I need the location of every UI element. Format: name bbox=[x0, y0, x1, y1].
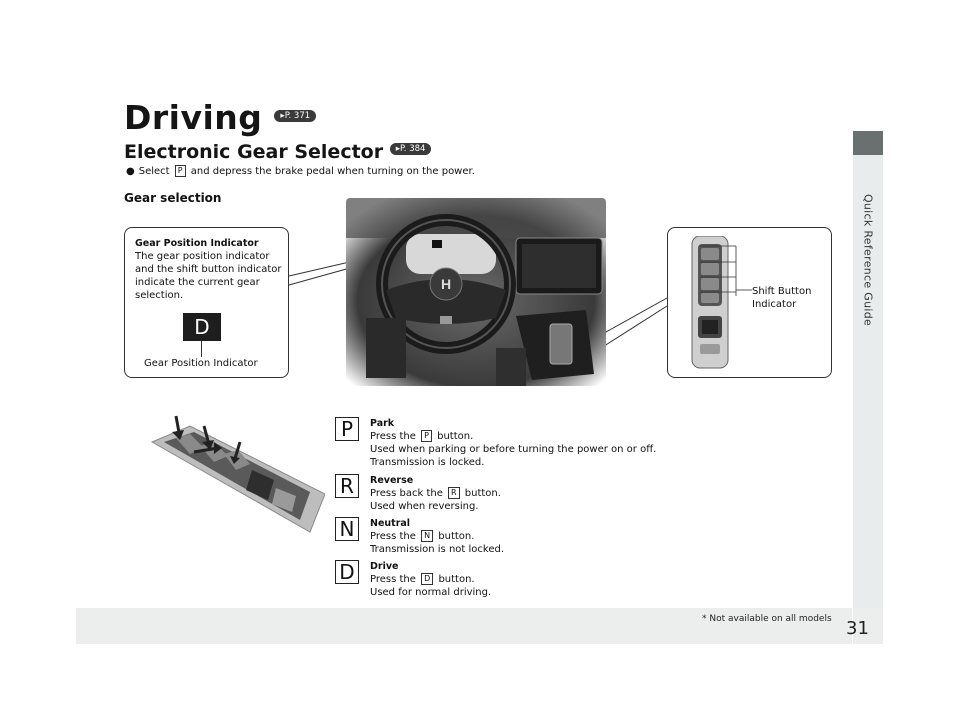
svg-text:H: H bbox=[440, 276, 452, 292]
gear-p-icon: P bbox=[335, 417, 359, 441]
instruction-bullet: ● Select P and depress the brake pedal when turning on the power. bbox=[126, 166, 475, 177]
key-d-icon: D bbox=[421, 573, 433, 585]
dashboard-photo bbox=[346, 198, 606, 386]
gear-indicator-display: D bbox=[183, 313, 221, 341]
callout-heading: Gear Position Indicator bbox=[135, 238, 259, 249]
page-ref-link[interactable]: ▸P. 371 bbox=[274, 110, 316, 122]
section-ref-link[interactable]: ▸P. 384 bbox=[390, 143, 432, 155]
gear-description: Neutral Press the N button. Transmission is not locked. bbox=[370, 518, 505, 555]
bullet-icon: ● bbox=[126, 166, 135, 177]
gear-position-callout bbox=[124, 227, 289, 378]
page-title: Driving ▸P. 371 bbox=[124, 98, 316, 137]
gear-description: Park Press the P button. Used when parking or before turning the power on or off. Transmission is locked. bbox=[370, 418, 657, 468]
gear-d-icon: D bbox=[335, 560, 359, 584]
key-n-icon: N bbox=[421, 530, 433, 542]
gear-description: Drive Press the D button. Used for normal driving. bbox=[370, 561, 492, 598]
shift-button-callout bbox=[667, 227, 832, 378]
page-number: 31 bbox=[846, 618, 869, 639]
gear-selection-heading: Gear selection bbox=[124, 191, 222, 205]
gear-selector-photo bbox=[150, 408, 325, 536]
key-p-icon: P bbox=[175, 165, 186, 177]
section-title: Electronic Gear Selector ▸P. 384 bbox=[124, 141, 431, 163]
key-p-icon: P bbox=[421, 430, 432, 442]
gear-r-icon: R bbox=[335, 474, 359, 498]
gear-description: Reverse Press back the R button. Used when reversing. bbox=[370, 475, 501, 512]
side-tab-label: Quick Reference Guide bbox=[861, 193, 875, 327]
shift-button-label: Shift Button Indicator bbox=[752, 286, 812, 310]
indicator-pointer bbox=[201, 341, 202, 357]
shift-button-closeup bbox=[686, 236, 756, 371]
footnote: * Not available on all models bbox=[702, 614, 832, 624]
callout-body: The gear position indicator and the shift button indicator indicate the current gear selection. bbox=[135, 251, 282, 301]
gear-n-icon: N bbox=[335, 517, 359, 541]
key-r-icon: R bbox=[448, 487, 460, 499]
callout-caption: Gear Position Indicator bbox=[144, 358, 258, 369]
